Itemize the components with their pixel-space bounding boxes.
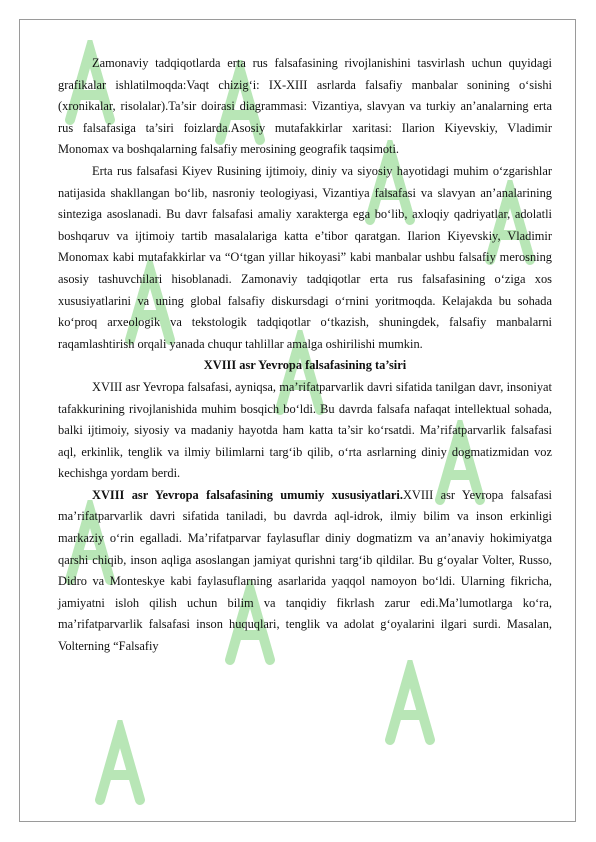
paragraph: Zamonaviy tadqiqotlarda erta rus falsafasining rivojlanishini tasvirlash uchun quyidagi grafikalar ishlatilmoqda:Vaqt chizig‘i: IX-XIII asrlarda falsafiy manbalar sonining o‘sishi (xronikalar, risolalar).Ta’sir doirasi diagrammasi: Vizantiya, slavyan va turkiy an’analarning erta rus falsafasiga ta’siri foizlarda.Asosiy mutafakkirlar xaritasi: Ilarion Kiyevskiy, Vladimir Monomax va boshqalarning falsafiy merosining geografik taqsimoti. [58, 56, 552, 157]
watermark-logo-icon [380, 660, 440, 750]
document-body [58, 53, 552, 658]
paragraph-lead-bold: XVIII asr Yevropa falsafasining umumiy xususiyatlari. [92, 487, 403, 502]
watermark-logo-icon [90, 720, 150, 810]
paragraph: Erta rus falsafasi Kiyev Rusining ijtimoiy, diniy va siyosiy hayotidagi muhim o‘zgarishlar natijasida shakllangan bo‘lib, nasroniy teologiyasi, Vizantiya falsafasi va slavyan an’analarining sinteziga asoslanadi. Bu davr falsafasi amaliy xarakterga ega bo‘lib, axloqiy qadriyatlar, adolatli boshqaruv va ijtimoiy tartib masalalariga katta e’tibor qaratgan. Ilarion Kiyevskiy, Vladimir Monomax kabi mutafakkirlar va “O‘tgan yillar hikoyasi” kabi manbalar ushbu falsafiy merosning asosiy tashuvchilari hisoblanadi. Zamonaviy tadqiqotlar erta rus falsafasining o‘ziga xos xususiyatlarini va uning global falsafiy diskursdagi o‘rnini yoritmoqda. Kelajakda bu sohada ko‘proq arxeologik va tekstologik tadqiqotlar o‘tkazish, shuningdek, falsafiy manbalarni raqamlashtirish orqali yanada chuqur tahlillar amalga oshirilishi mumkin. [58, 163, 552, 351]
paragraph-text: XVIII asr Yevropa falsafasi ma’rifatparvarlik davri sifatida taniladi, bu davrda aql-idrok, ilmiy bilim va inson erkinligi markaziy o‘rin egalladi. Ma’rifatparvar faylasuflar diniy dogmatizm va an’anaviy hokimiyatga qarshi chiqib, inson aqliga asoslangan jamiyat qurishni targ‘ib qildilar. Bu g‘oyalar Volter, Russo, Didro va Monteskye kabi faylasuflarning asarlarida yaqqol namoyon bo‘ldi. Ularning fikricha, jamiyatni isloh qilish uchun bilim va tanqidiy fikrlash zarur edi.Ma’lumotlarga ko‘ra, ma’rifatparvarlik falsafasi inson huquqlari, tenglik va adolat g‘oyalarini ilgari surdi. Masalan, Volterning “Falsafiy [58, 487, 552, 654]
paragraph [58, 485, 552, 658]
paragraph: XVIII asr Yevropa falsafasi, ayniqsa, ma’rifatparvarlik davri sifatida tanilgan davr, insoniyat tafakkurining rivojlanishida muhim bosqich bo‘ldi. Bu davrda falsafa nafaqat intellektual sohada, balki ijtimoiy, siyosiy va madaniy hayotda ham katta ta’sir ko‘rsatdi. Ma’rifatparvarlik falsafasi aql, erkinlik, tenglik va ilmiy bilimlarni targ‘ib qilib, o‘rta asrlarning diniy dogmatizmidan voz kechishga yordam berdi. [58, 379, 552, 481]
section-heading: XVIII asr Yevropa falsafasining ta’siri [203, 358, 407, 373]
